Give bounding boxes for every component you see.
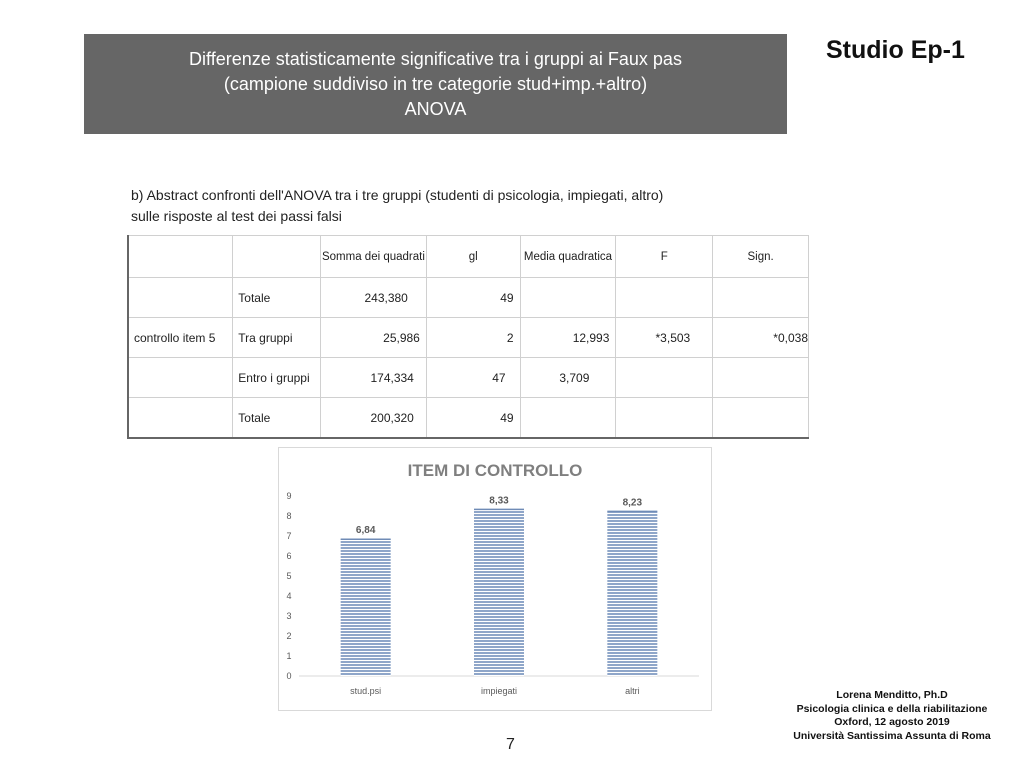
row-sign bbox=[713, 398, 809, 439]
row-f bbox=[616, 358, 713, 398]
y-tick-label: 9 bbox=[286, 491, 292, 501]
header-sign: Sign. bbox=[713, 236, 809, 278]
row-sign bbox=[713, 358, 809, 398]
y-tick-label: 4 bbox=[286, 591, 292, 601]
page-number: 7 bbox=[506, 736, 515, 753]
author-footer bbox=[780, 689, 1004, 743]
row-group-cell bbox=[128, 358, 233, 398]
x-tick-label: stud.psi bbox=[350, 686, 382, 696]
header-somma: Somma dei quadrati bbox=[321, 236, 427, 278]
row-gl: 49 bbox=[426, 398, 520, 439]
table-header-row bbox=[128, 236, 809, 278]
row-somma: 25,986 bbox=[321, 318, 427, 358]
row-f bbox=[616, 278, 713, 318]
row-label: Totale bbox=[233, 278, 321, 318]
data-label: 8,33 bbox=[489, 495, 509, 507]
x-tick-label: impiegati bbox=[480, 686, 518, 696]
y-tick-label: 5 bbox=[286, 571, 292, 581]
table-caption bbox=[131, 185, 811, 227]
row-group-cell bbox=[128, 278, 233, 318]
row-label: Totale bbox=[233, 398, 321, 439]
table-row bbox=[128, 398, 809, 439]
slide-title-line-3: ANOVA bbox=[404, 99, 467, 119]
y-tick-label: 2 bbox=[286, 631, 292, 641]
row-somma: 200,320 bbox=[321, 398, 427, 439]
row-sign bbox=[713, 278, 809, 318]
study-label: Studio Ep-1 bbox=[826, 36, 965, 64]
chart-title: ITEM DI CONTROLLO bbox=[407, 461, 583, 480]
y-tick-label: 1 bbox=[286, 651, 292, 661]
row-media bbox=[520, 398, 616, 439]
bar-chart bbox=[278, 447, 712, 711]
slide-title-line-1: Differenze statisticamente significative tra i gruppi ai Faux pas bbox=[189, 49, 682, 69]
table-row bbox=[128, 318, 809, 358]
row-somma: 174,334 bbox=[321, 358, 427, 398]
row-f: *3,503 bbox=[616, 318, 713, 358]
row-group-label: controllo item 5 bbox=[128, 318, 233, 358]
row-f bbox=[616, 398, 713, 439]
footer-author: Lorena Menditto, Ph.D bbox=[836, 689, 948, 701]
table-row bbox=[128, 358, 809, 398]
header-empty-cell bbox=[233, 236, 321, 278]
data-label: 8,23 bbox=[622, 497, 643, 509]
footer-university: Università Santissima Assunta di Roma bbox=[793, 729, 991, 742]
row-group-cell bbox=[128, 398, 233, 439]
footer-department: Psicologia clinica e della riabilitazione bbox=[796, 702, 988, 715]
table-caption-line-2: sulle risposte al test dei passi falsi bbox=[131, 208, 342, 224]
slide-title-box bbox=[84, 34, 787, 134]
row-somma: 243,380 bbox=[321, 278, 427, 318]
anova-table bbox=[127, 235, 809, 439]
row-gl: 49 bbox=[426, 278, 520, 318]
row-label: Tra gruppi bbox=[233, 318, 321, 358]
row-media bbox=[520, 278, 616, 318]
chart-bar bbox=[607, 511, 657, 676]
bar-chart-svg bbox=[279, 448, 711, 710]
header-empty-cell bbox=[128, 236, 233, 278]
header-f: F bbox=[616, 236, 713, 278]
footer-place-date: Oxford, 12 agosto 2019 bbox=[834, 716, 950, 728]
data-label: 6,84 bbox=[355, 525, 376, 537]
header-gl: gl bbox=[426, 236, 520, 278]
table-caption-line-1: b) Abstract confronti dell'ANOVA tra i tre gruppi (studenti di psicologia, impiegati, altro) bbox=[131, 187, 664, 203]
y-tick-label: 6 bbox=[286, 551, 292, 561]
x-tick-label: altri bbox=[625, 686, 640, 696]
row-sign: *0,038 bbox=[713, 318, 809, 358]
row-gl: 2 bbox=[426, 318, 520, 358]
chart-bar bbox=[341, 539, 391, 676]
chart-bar bbox=[474, 509, 524, 676]
y-tick-label: 7 bbox=[286, 531, 292, 541]
header-media: Media quadratica bbox=[520, 236, 616, 278]
slide-title-line-2: (campione suddiviso in tre categorie stud+imp.+altro) bbox=[223, 74, 648, 94]
y-tick-label: 3 bbox=[286, 611, 292, 621]
row-media: 3,709 bbox=[520, 358, 616, 398]
y-tick-label: 0 bbox=[286, 671, 292, 681]
y-tick-label: 8 bbox=[286, 511, 292, 521]
row-gl: 47 bbox=[426, 358, 520, 398]
row-label: Entro i gruppi bbox=[233, 358, 321, 398]
table-row bbox=[128, 278, 809, 318]
row-media: 12,993 bbox=[520, 318, 616, 358]
